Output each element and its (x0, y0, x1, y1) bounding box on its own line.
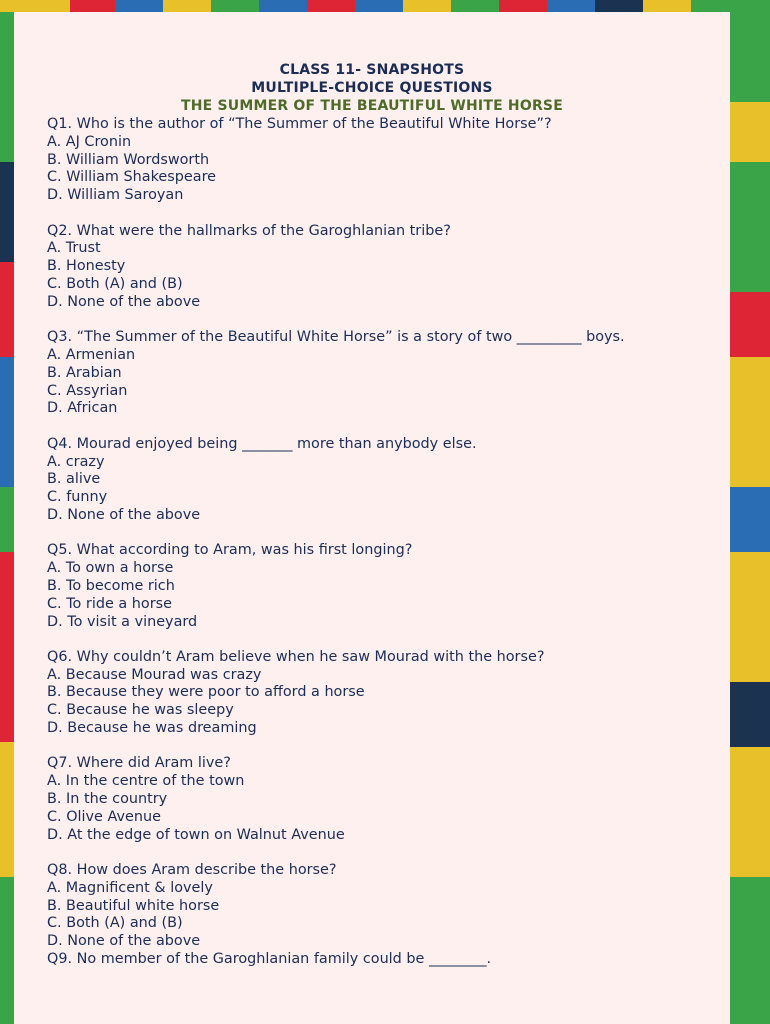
answer-option: C. Both (A) and (B) (47, 275, 183, 292)
border-block (0, 262, 14, 357)
border-block (70, 0, 115, 12)
border-block (115, 0, 163, 12)
answer-option: D. None of the above (47, 506, 201, 523)
border-block (0, 162, 14, 262)
question-spacer (47, 312, 717, 330)
border-block (730, 292, 770, 357)
border-block (643, 0, 691, 12)
border-block (0, 0, 70, 12)
answer-option: C. Both (A) and (B) (47, 915, 183, 932)
question-block (47, 862, 717, 951)
border-block (730, 12, 770, 102)
border-block (307, 0, 355, 12)
class-title: CLASS 11- SNAPSHOTS (279, 62, 465, 78)
answer-option: B. Honesty (47, 258, 126, 275)
answer-option: B. Because they were poor to afford a horse (47, 684, 365, 701)
answer-option: A. Trust (47, 240, 101, 257)
answer-option: D. None of the above (47, 293, 201, 310)
border-block (451, 0, 499, 12)
answer-option: D. At the edge of town on Walnut Avenue (47, 826, 345, 843)
answer-option: D. To visit a vineyard (47, 613, 198, 630)
chapter-title: THE SUMMER OF THE BEAUTIFUL WHITE HORSE (181, 98, 563, 114)
question-spacer (47, 844, 717, 862)
question-spacer (47, 418, 717, 436)
question-text: Q9. No member of the Garoghlanian family could be ________. (47, 951, 492, 968)
border-block (691, 0, 770, 12)
question-spacer (47, 738, 717, 756)
border-block (0, 357, 14, 487)
answer-option: B. Beautiful white horse (47, 897, 220, 914)
border-block (730, 552, 770, 682)
answer-option: C. funny (47, 489, 108, 506)
answer-option: A. crazy (47, 453, 105, 470)
answer-option: B. Arabian (47, 364, 122, 381)
question-text: Q3. “The Summer of the Beautiful White Horse” is a story of two _________ boys. (47, 329, 625, 346)
question-text: Q6. Why couldn’t Aram believe when he saw Mourad with the horse? (47, 648, 545, 665)
question-block (47, 542, 717, 631)
border-block (730, 102, 770, 162)
answer-option: B. In the country (47, 791, 168, 808)
answer-option: D. Because he was dreaming (47, 720, 257, 737)
answer-option: A. To own a horse (47, 560, 174, 577)
question-text: Q7. Where did Aram live? (47, 755, 231, 772)
answer-option: B. William Wordsworth (47, 151, 210, 168)
answer-option: C. To ride a horse (47, 595, 172, 612)
border-block (499, 0, 547, 12)
answer-option: C. Because he was sleepy (47, 702, 234, 719)
worksheet-subtitle: MULTIPLE-CHOICE QUESTIONS (251, 80, 493, 96)
question-block (47, 116, 717, 205)
border-block (730, 357, 770, 487)
question-block (47, 649, 717, 738)
answer-option: A. Because Mourad was crazy (47, 666, 262, 683)
question-spacer (47, 525, 717, 543)
border-block (730, 747, 770, 877)
answer-option: D. African (47, 400, 118, 417)
question-block (47, 951, 717, 969)
answer-option: C. Assyrian (47, 382, 128, 399)
answer-option: C. William Shakespeare (47, 169, 217, 186)
answer-option: C. Olive Avenue (47, 808, 161, 825)
answer-option: A. In the centre of the town (47, 773, 245, 790)
border-block (163, 0, 211, 12)
border-block (0, 552, 14, 742)
question-text: Q2. What were the hallmarks of the Garoghlanian tribe? (47, 222, 451, 239)
question-spacer (47, 631, 717, 649)
border-block (730, 877, 770, 1024)
border-block (355, 0, 403, 12)
answer-option: B. alive (47, 471, 101, 488)
question-text: Q4. Mourad enjoyed being _______ more than anybody else. (47, 435, 477, 452)
question-block (47, 223, 717, 312)
question-text: Q5. What according to Aram, was his first longing? (47, 542, 413, 559)
border-block (211, 0, 259, 12)
border-block (259, 0, 307, 12)
border-block (0, 742, 14, 877)
question-block (47, 436, 717, 525)
question-list (47, 116, 717, 969)
border-block (595, 0, 643, 12)
question-block (47, 329, 717, 418)
question-block (47, 755, 717, 844)
border-block (730, 682, 770, 747)
answer-option: B. To become rich (47, 577, 175, 594)
answer-option: D. William Saroyan (47, 187, 184, 204)
question-spacer (47, 205, 717, 223)
border-block (403, 0, 451, 12)
border-block (0, 12, 14, 162)
question-text: Q1. Who is the author of “The Summer of the Beautiful White Horse”? (47, 116, 552, 132)
border-block (730, 487, 770, 552)
border-block (0, 487, 14, 552)
answer-option: A. Armenian (47, 346, 136, 363)
border-block (547, 0, 595, 12)
answer-option: A. AJ Cronin (47, 133, 132, 150)
answer-option: D. None of the above (47, 933, 201, 950)
border-block (0, 877, 14, 1024)
question-text: Q8. How does Aram describe the horse? (47, 862, 337, 879)
answer-option: A. Magnificent & lovely (47, 879, 213, 896)
border-block (730, 162, 770, 292)
